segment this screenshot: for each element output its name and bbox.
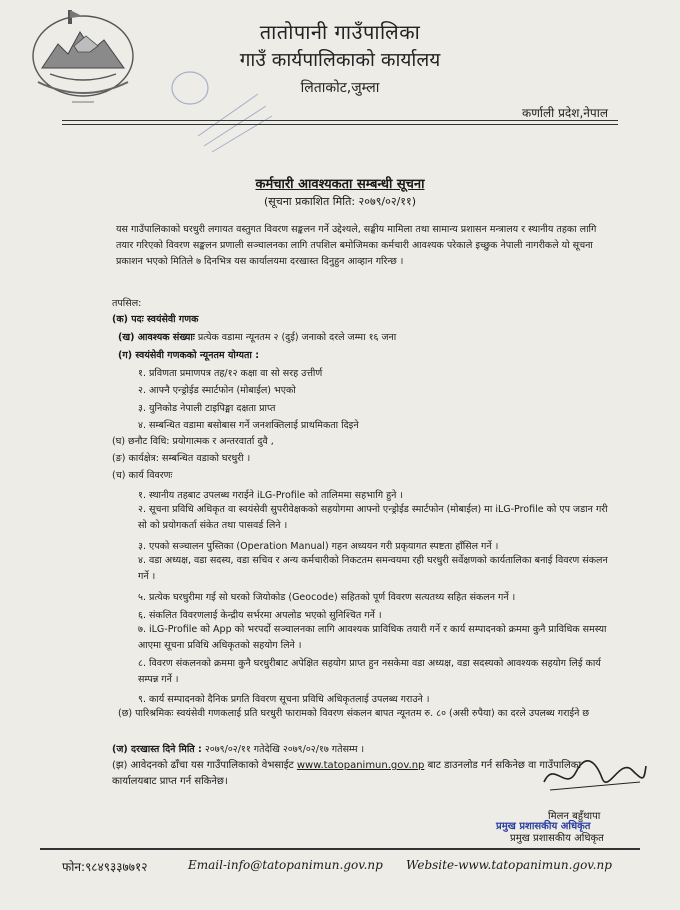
footer-phone: फोन:९८४९३३७७१२ — [62, 860, 148, 874]
handwritten-signature — [540, 752, 650, 800]
application-form-note — [112, 758, 612, 790]
qualification-heading: (ग) स्वयंसेवी गणकको न्यूनतम योग्यता : — [118, 350, 259, 361]
post-row — [112, 312, 198, 325]
form-note-post: बाट डाउनलोड गर्न सकिनेछ वा गाउँपालिका कार्यालयबाट प्राप्त गर्न सकिनेछ। — [112, 760, 582, 787]
signatory-name: मिलन बहुँथापा — [548, 811, 601, 822]
header-divider-top — [62, 120, 618, 121]
task-item: ६. संकलित विवरणलाई केन्द्रीय सर्भरमा अपलोड भएको सुनिश्चित गर्ने । — [138, 610, 382, 621]
post-label: (क) पदः — [112, 314, 144, 325]
signatory-title: प्रमुख प्रशासकीय अधिकृत — [510, 833, 604, 844]
notice-title: कर्मचारी आवश्यकता सम्बन्धी सूचना — [255, 177, 425, 192]
province: कर्णाली प्रदेश,नेपाल — [522, 106, 608, 120]
selection-method: (घ) छनौट विधि: प्रयोगात्मक र अन्तरवार्ता दुवै , — [112, 436, 274, 447]
qualification-item: ३. युनिकोड नेपाली टाइपिङ्मा दक्षता प्राप्त — [138, 403, 276, 414]
task-item: ५. प्रत्येक घरधुरीमा गई सो घरको जियोकोड (Geocode) सहितको पूर्ण विवरण सत्यतथ्य सहित संकलन गर्ने । — [138, 592, 516, 603]
work-area: (ङ) कार्यक्षेत्र: सम्बन्धित वडाको घरधुरी । — [112, 453, 251, 464]
qualification-item: ४. सम्बन्धित वडामा बसोबास गर्ने जनशक्तिलाई प्राथमिकता दिइने — [138, 420, 359, 431]
post-value: स्वयंसेवी गणक — [146, 314, 199, 325]
signatory-stamp: प्रमुख प्रशासकीय अधिकृत — [496, 821, 591, 832]
deadline-value: २०७९/०२/११ गतेदेखि २०७९/०२/१७ गतेसम्म । — [204, 744, 365, 755]
footer-divider — [40, 848, 640, 850]
notice-intro: यस गाउँपालिकाको घरधुरी लगायत वस्तुगत विवरण सङ्कलन गर्ने उद्देश्यले, सङ्घीय मामिला तथा सामान्य प्रशासन मन्त्रालय र स्थानीय तहका लागि तयार गरिएको विवरण सङ्कलन प्रणाली सञ्चालनका लागि तपशिल बमोजिमका कर्मचारी आवश्यक परेकाले इच्छुक नेपाली नागरीकले यो सूचना प्रकाशन भएको मितिले ७ दिनभित्र यस कार्यालयमा दरखास्त दिनुहुन आव्हान गरिन्छ । — [116, 224, 597, 267]
count-value: प्रत्येक वडामा न्यूनतम २ (दुई) जनाको दरले जम्मा १६ जना — [197, 332, 397, 343]
deadline-row — [112, 742, 364, 755]
task-item: २. सूचना प्रविधि अधिकृत वा स्वयंसेवी सुपरीवेक्षकको सहयोगमा आफ्नो एन्ड्रोईड स्मार्टफोन (मोबाईल) मा iLG-Profile को एप जडान गरी सो को प्रयोगकर्ता संकेत तथा पासवर्ड लिने । — [138, 504, 608, 531]
remuneration: (छ) पारिश्रमिकः स्वयंसेवी गणकलाई प्रति घरधुरी फारामको विवरण संकलन बापत न्यूनतम रु. ८० (असी रुपैया) का दरले उपलब्ध गराईने छ — [118, 708, 590, 719]
tasks-heading: (च) कार्य विवरणः — [112, 470, 173, 481]
task-item: ३. एपको सञ्चालन पुस्तिका (Operation Manual) गहन अध्ययन गरी प्रकृयागत स्पष्टता हाँसिल गर्ने । — [138, 541, 499, 552]
count-row — [118, 330, 396, 343]
task-item: ८. विवरण संकलनको क्रममा कुनै घरधुरीबाट अपेक्षित सहयोग प्राप्त हुन नसकेमा वडा अध्यक्ष, वडा सदस्यको आवश्यक सहयोग लिई कार्य सम्पन्न गर्ने । — [138, 658, 601, 685]
qualification-item: २. आफ्नै एन्ड्रोईड स्मार्टफोन (मोबाईल) भएको — [138, 385, 296, 396]
task-item: ९. कार्य सम्पादनको दैनिक प्रगति विवरण सूचना प्रविधि अधिकृतलाई उपलब्ध गराउने । — [138, 694, 430, 705]
office-name: गाउँ कार्यपालिकाको कार्यालय — [239, 49, 441, 71]
task-item: १. स्थानीय तहबाट उपलब्ध गराईने iLG-Profile को तालिममा सहभागि हुने । — [138, 490, 404, 501]
office-location: लिताकोट,जुम्ला — [300, 80, 380, 96]
task-item: ४. वडा अध्यक्ष, वडा सदस्य, वडा सचिव र अन्य कर्मचारीको निकटतम समन्वयमा रही घरधुरी सर्वेक्षणको कार्यतालिका बनाई विवरण संकलन गर्ने । — [138, 555, 608, 582]
count-label: (ख) आवश्यक संख्याः — [118, 332, 195, 343]
publish-date: (सूचना प्रकाशित मिति: २०७९/०२/११) — [263, 195, 417, 208]
form-note-pre: (झ) आवेदनको ढाँचा यस गाउँपालिकाको वेभसाईट — [112, 760, 294, 771]
municipality-name: तातोपानी गाउँपालिका — [259, 20, 421, 44]
task-item: ७. iLG-Profile को App को भरपर्दो सञ्चालनका लागि आवश्यक प्राविधिक तयारी गर्ने र कार्य सम्पादनको क्रममा कुनै प्राविधिक समस्या आएमा सूचना प्रविधि अधिकृतको सहयोग लिने । — [138, 624, 607, 651]
details-heading: तपसिल: — [112, 298, 142, 309]
deadline-label: (ज) दरखास्त दिने मिति : — [112, 744, 202, 755]
header-divider-bottom — [62, 124, 618, 125]
footer-website[interactable]: Website-www.tatopanimun.gov.np — [406, 858, 612, 872]
website-link[interactable]: www.tatopanimun.gov.np — [296, 760, 425, 771]
footer-email[interactable]: Email-info@tatopanimun.gov.np — [188, 858, 383, 872]
qualification-item: १. प्रविणता प्रमाणपत्र तह/१२ कक्षा वा सो सरह उत्तीर्ण — [138, 368, 323, 379]
